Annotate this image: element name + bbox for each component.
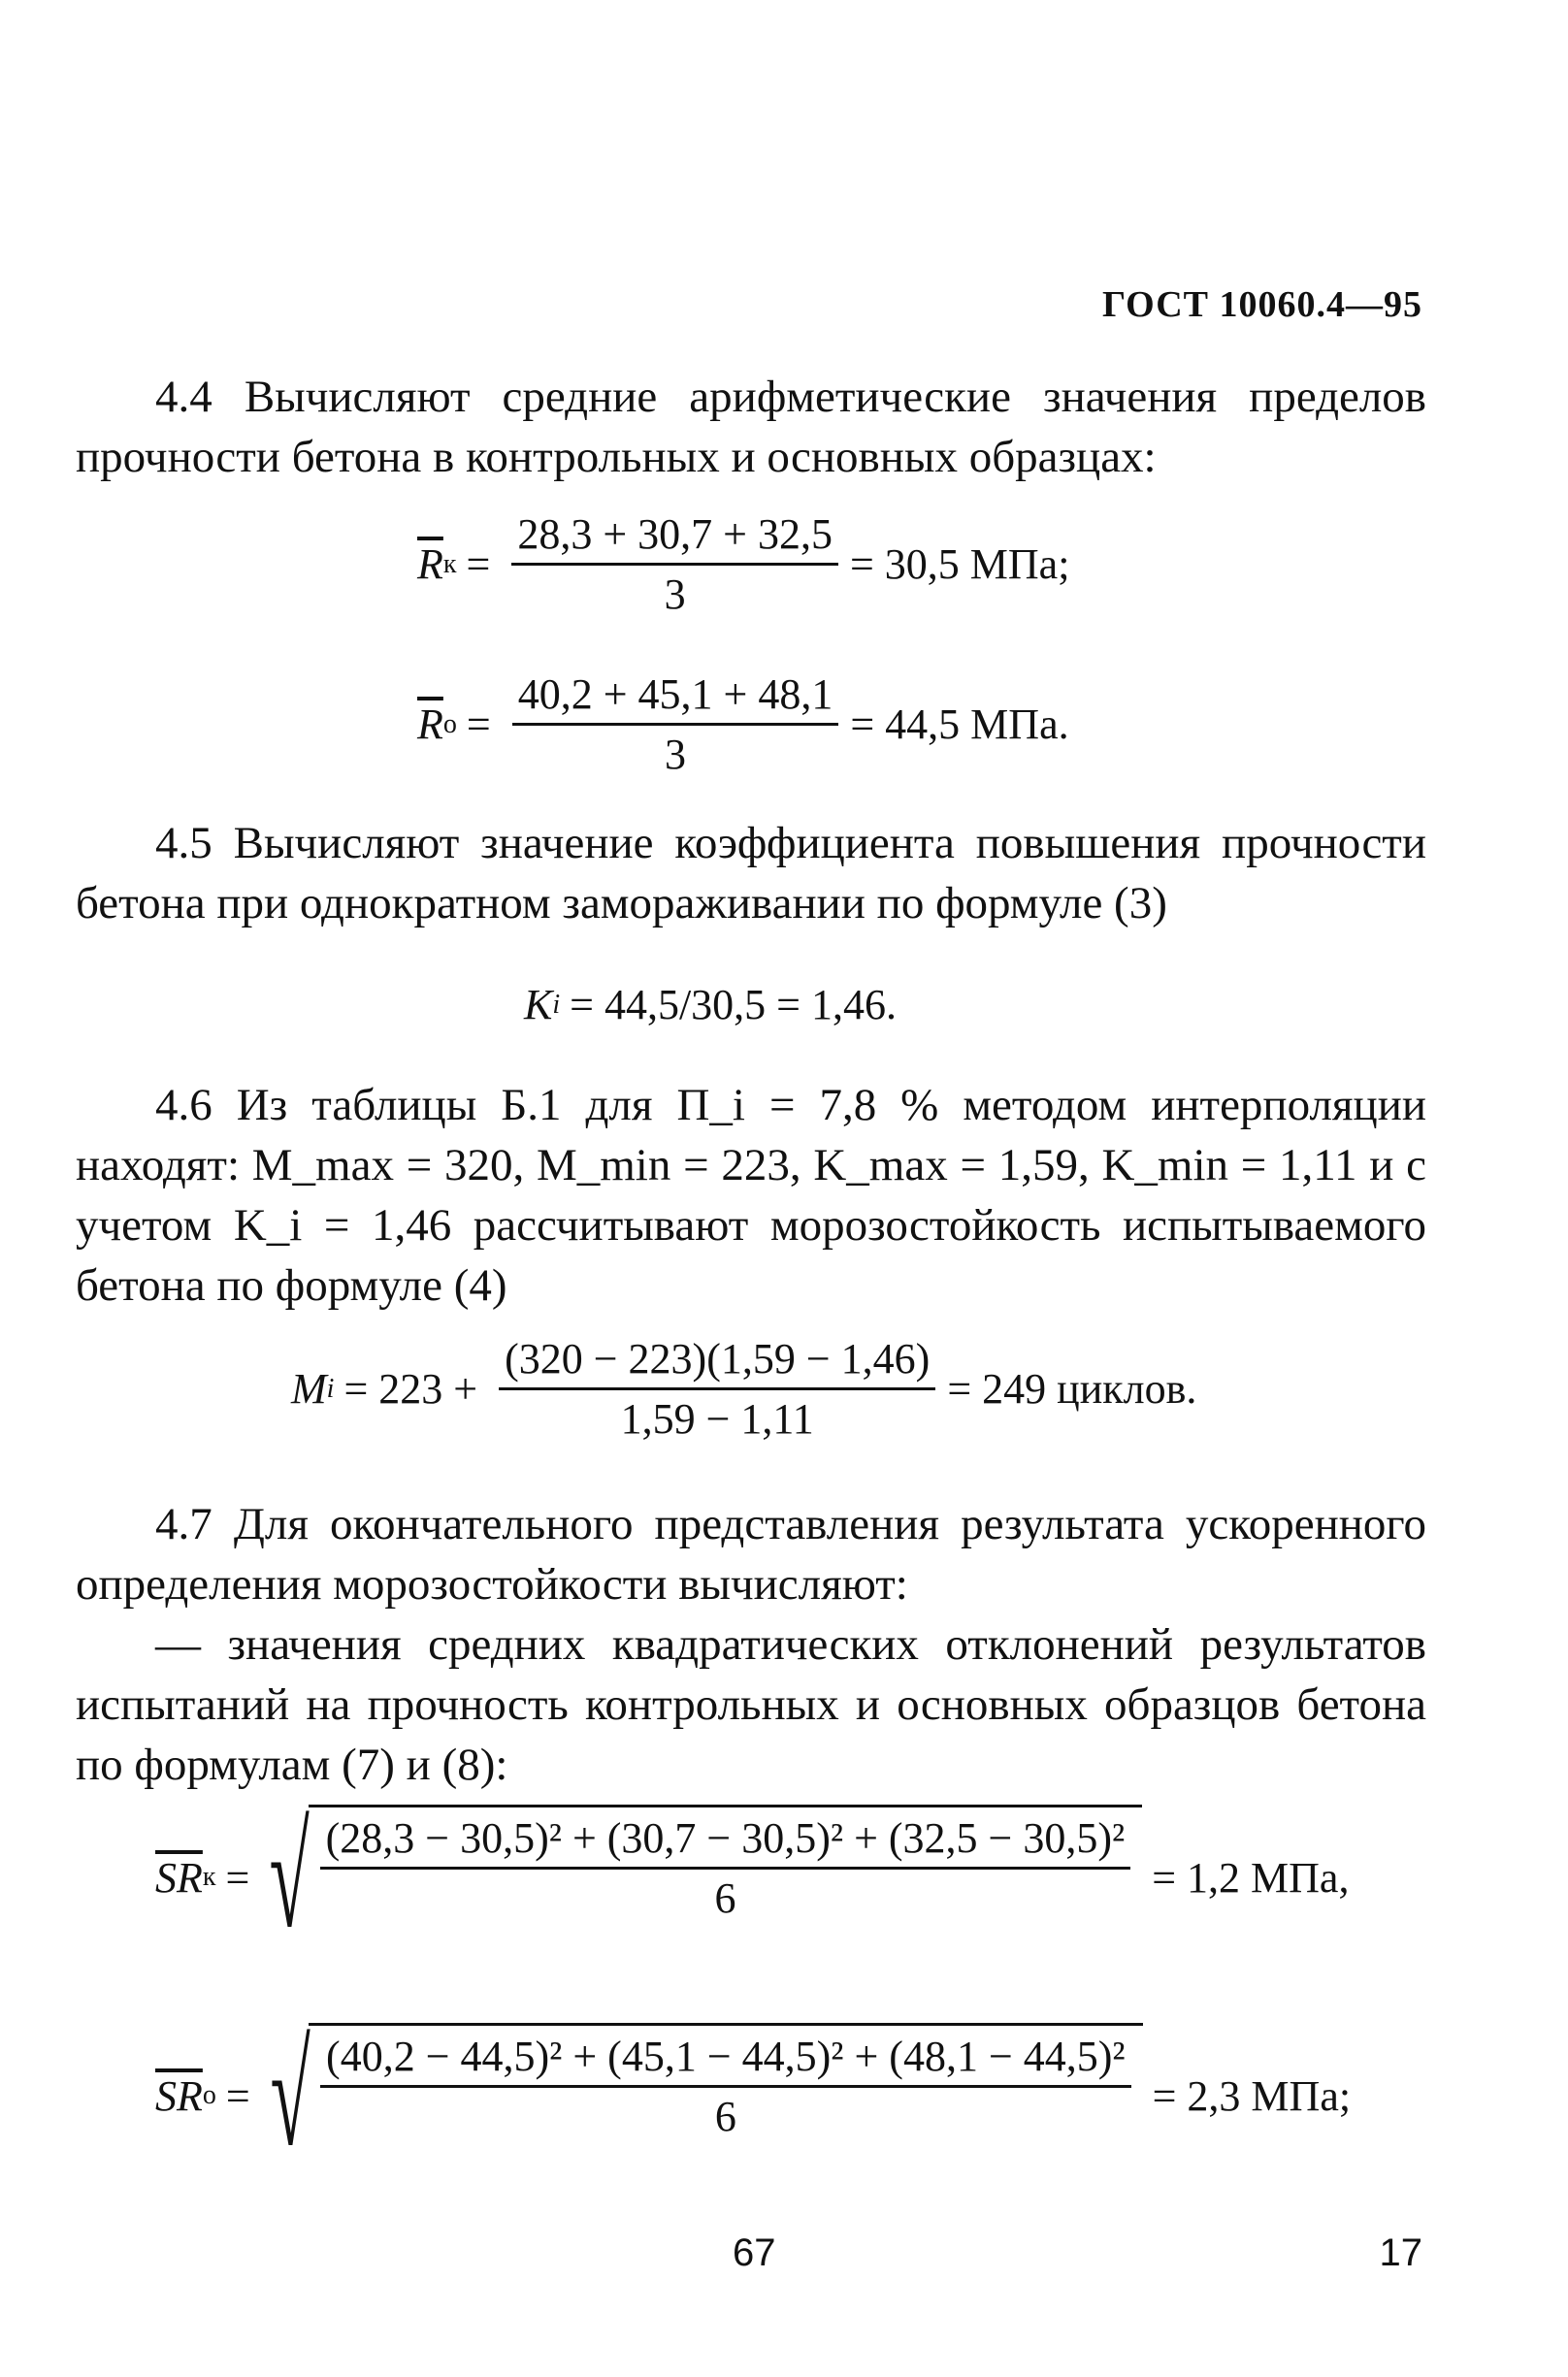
fraction <box>320 1813 1131 1923</box>
fraction-denominator: 3 <box>664 570 686 618</box>
paragraph-4-6 <box>76 1075 1426 1316</box>
formula-prefix: = 223 + <box>343 1365 478 1413</box>
paragraph-4-7-item: — значения средних квадратических отклонений результатов испытаний на прочность контрольных и основных образцов бетона по формулам (7) и (8): <box>76 1619 1426 1790</box>
formula-result: = 44,5/30,5 = 1,46. <box>570 981 897 1028</box>
formula-lhs: $\overline{R}$ <box>417 700 443 748</box>
fraction <box>512 669 839 779</box>
paragraph-4-5-text: 4.5 Вычисляют значение коэффициента повышения прочности бетона при однократном замораживании по формуле (3) <box>76 818 1426 928</box>
formula-lhs: M <box>291 1365 327 1413</box>
formula-lhs-sub: i <box>552 989 561 1020</box>
fraction-denominator: 6 <box>714 1874 736 1922</box>
formula-result: = 1,2 МПа, <box>1152 1853 1350 1902</box>
formula-lhs: $\overline{R}$ <box>417 540 443 588</box>
formula-r-main: $\overline{R}$ о = $\frac{40,2 + 45,1 + 48,1}{3}$ = 44,5 МПа. <box>417 670 1069 778</box>
formula-lhs-sub: к <box>442 548 457 579</box>
page-number-right: 17 <box>1379 2231 1422 2274</box>
fraction-numerator: (28,3 − 30,5)² + (30,7 − 30,5)² + (32,5 − 30,5)² <box>320 1813 1131 1870</box>
fraction-numerator: 28,3 + 30,7 + 32,5 <box>511 509 838 566</box>
fraction <box>320 2032 1131 2141</box>
formula-sr-main: $\overline{SR}$ о = √ $\frac{\text{(40,2 − 44,5)² + (45,1 − 44,5)² + (48,1 − 44,5)²}}{6}$ = 2,3 МПа; <box>155 2015 1352 2176</box>
paragraph-4-6-text: 4.6 Из таблицы Б.1 для П_i = 7,8 % методом интерполяции находят: M_max = 320, M_min = 223, K_max = 1,59, K_min = 1,11 и с учетом K_i = 1,46 рассчитывают морозостойкость испытываемого бетона по формуле (4) <box>76 1080 1426 1311</box>
formula-result: = 2,3 МПа; <box>1152 2071 1352 2120</box>
formula-result: = 249 циклов. <box>947 1365 1197 1413</box>
fraction-numerator: (40,2 − 44,5)² + (45,1 − 44,5)² + (48,1 − 44,5)² <box>320 2032 1131 2088</box>
formula-lhs: K <box>524 981 553 1028</box>
formula-lhs-sub: о <box>442 708 457 739</box>
paragraph-4-7 <box>76 1494 1426 1795</box>
square-root <box>260 2015 1143 2176</box>
paragraph-4-4 <box>76 367 1426 487</box>
page-number-center: 67 <box>733 2231 776 2274</box>
paragraph-4-5 <box>76 813 1426 933</box>
fraction-numerator: 40,2 + 45,1 + 48,1 <box>512 669 839 726</box>
document-code: ГОСТ 10060.4—95 <box>1101 284 1422 325</box>
formula-r-control: $\overline{R}$ к = $\frac{28,3 + 30,7 + 32,5}{3}$ = 30,5 МПа; <box>417 510 1070 618</box>
formula-m-i <box>291 1334 1196 1444</box>
radical-sign: √ <box>270 2015 310 2176</box>
paragraph-4-7-text: 4.7 Для окончательного представления результата ускоренного определения морозостойкости вычисляют: <box>76 1499 1426 1610</box>
formula-k-i <box>524 980 906 1029</box>
fraction-denominator: 1,59 − 1,11 <box>620 1395 814 1443</box>
fraction <box>511 509 838 619</box>
fraction-numerator: (320 − 223)(1,59 − 1,46) <box>499 1334 935 1390</box>
radical-sign: √ <box>269 1797 310 1958</box>
fraction-denominator: 3 <box>665 731 687 778</box>
formula-lhs: $\overline{SR}$ <box>155 2071 203 2120</box>
fraction-denominator: 6 <box>714 2093 736 2140</box>
paragraph-4-4-text: 4.4 Вычисляют средние арифметические значения пределов прочности бетона в контрольных и основных образцах: <box>76 372 1426 482</box>
formula-lhs-sub: о <box>202 2080 216 2110</box>
formula-sr-control: $\overline{SR}$ к = √ $\frac{\text{(28,3 − 30,5)² + (30,7 − 30,5)² + (32,5 − 30,5)²}}{6}$ = 1,2 МПа, <box>155 1797 1350 1958</box>
formula-result: = 30,5 МПа; <box>849 540 1070 588</box>
formula-lhs-sub: i <box>326 1373 335 1404</box>
formula-lhs: $\overline{SR}$ <box>155 1853 203 1902</box>
formula-lhs-sub: к <box>202 1862 216 1892</box>
formula-result: = 44,5 МПа. <box>850 700 1069 748</box>
fraction <box>499 1334 935 1444</box>
square-root <box>259 1797 1142 1958</box>
